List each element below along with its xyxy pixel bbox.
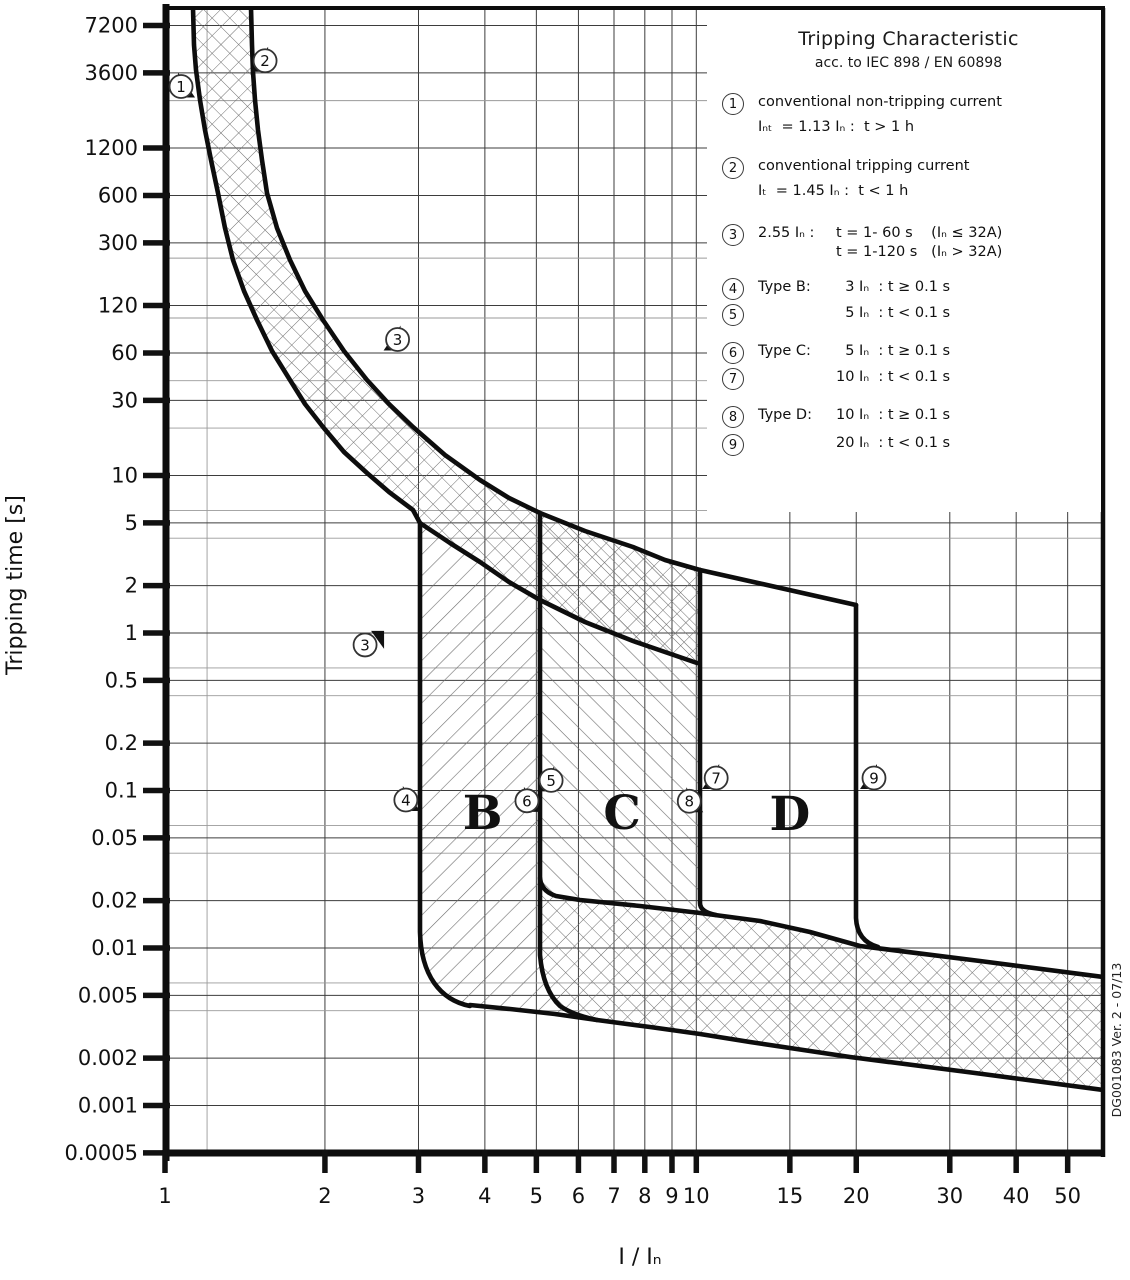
legend-item-text: conventional non-tripping current Iₙₜ = 1.13 Iₙ : t > 1 h bbox=[758, 94, 1002, 136]
legend-item-text: 5 Iₙ : t < 0.1 s bbox=[836, 304, 951, 321]
marker-number: 4 bbox=[401, 791, 411, 810]
legend-panel bbox=[708, 10, 1101, 512]
legend-number-badge: 8 bbox=[722, 406, 744, 428]
y-tick-label-0.05: 0.05 bbox=[91, 825, 138, 850]
legend-item-1-0 bbox=[722, 93, 1095, 137]
legend-number-badge: 2 bbox=[722, 157, 744, 179]
region-label-B: B bbox=[462, 785, 503, 841]
x-tick-label-8: 8 bbox=[638, 1184, 652, 1208]
marker-number: 2 bbox=[260, 52, 270, 71]
legend-item-text: Type B: 3 Iₙ : t ≥ 0.1 s bbox=[758, 278, 951, 295]
x-tick-label-15: 15 bbox=[776, 1184, 804, 1208]
x-tick-label-2: 2 bbox=[318, 1184, 332, 1208]
y-tick-label-0.2: 0.2 bbox=[104, 731, 138, 756]
x-tick-label-10: 10 bbox=[682, 1184, 710, 1208]
legend-items bbox=[722, 93, 1095, 456]
legend-number-badge: 7 bbox=[722, 368, 744, 390]
x-tick-label-30: 30 bbox=[936, 1184, 964, 1208]
legend-item-text: conventional tripping current Iₜ = 1.45 Iₙ : t < 1 h bbox=[758, 158, 970, 200]
y-tick-label-600: 600 bbox=[97, 183, 138, 208]
legend-item-8-7 bbox=[722, 406, 1095, 428]
marker-number: 9 bbox=[869, 769, 879, 788]
marker-number: 8 bbox=[684, 792, 695, 811]
y-tick-label-0.1: 0.1 bbox=[104, 778, 138, 803]
legend-item-9-8 bbox=[722, 434, 1095, 456]
marker-number: 5 bbox=[546, 771, 556, 790]
legend-item-5-4 bbox=[722, 304, 1095, 326]
marker-number: 7 bbox=[711, 769, 721, 788]
x-tick-label-1: 1 bbox=[158, 1184, 172, 1208]
y-tick-label-10: 10 bbox=[111, 463, 138, 488]
legend-item-4-3 bbox=[722, 278, 1095, 300]
y-tick-label-120: 120 bbox=[97, 293, 138, 318]
y-tick-label-7200: 7200 bbox=[84, 13, 138, 38]
legend-item-text: 2.55 Iₙ : t = 1- 60 s (Iₙ ≤ 32A) t = 1-120 s (Iₙ > 32A) bbox=[758, 224, 1003, 260]
y-tick-label-3600: 3600 bbox=[84, 60, 138, 85]
x-axis-title: I / Iₙ bbox=[618, 1245, 662, 1270]
legend-number-badge: 4 bbox=[722, 278, 744, 300]
y-tick-label-0.002: 0.002 bbox=[77, 1046, 138, 1071]
region-label-C: C bbox=[603, 785, 641, 841]
chart-title: Tripping Characteristic bbox=[798, 28, 1019, 50]
chart-subtitle: acc. to IEC 898 / EN 60898 bbox=[814, 55, 1003, 71]
y-tick-label-0.5: 0.5 bbox=[104, 668, 138, 693]
legend-number-badge: 6 bbox=[722, 342, 744, 364]
legend-item-text: 20 Iₙ : t < 0.1 s bbox=[836, 434, 951, 451]
y-tick-label-0.02: 0.02 bbox=[91, 888, 138, 913]
y-tick-label-1: 1 bbox=[124, 621, 138, 645]
y-tick-label-2: 2 bbox=[124, 573, 138, 598]
legend-item-text: Type D: 10 Iₙ : t ≥ 0.1 s bbox=[758, 406, 951, 423]
x-tick-label-4: 4 bbox=[478, 1184, 492, 1208]
region-type-c bbox=[540, 513, 700, 913]
legend-item-text: Type C: 5 Iₙ : t ≥ 0.1 s bbox=[758, 342, 951, 359]
x-tick-label-3: 3 bbox=[411, 1184, 426, 1208]
y-axis-title: Tripping time [s] bbox=[3, 495, 28, 675]
legend-number-badge: 9 bbox=[722, 434, 744, 456]
x-tick-label-20: 20 bbox=[842, 1184, 870, 1208]
legend-item-text: 10 Iₙ : t < 0.1 s bbox=[836, 368, 951, 385]
y-tick-label-60: 60 bbox=[111, 340, 138, 365]
legend-number-badge: 5 bbox=[722, 304, 744, 326]
legend-number-badge: 3 bbox=[722, 224, 744, 246]
legend-item-7-6 bbox=[722, 368, 1095, 390]
x-tick-label-40: 40 bbox=[1002, 1184, 1030, 1208]
region-label-D: D bbox=[769, 786, 811, 842]
x-tick-label-5: 5 bbox=[529, 1184, 544, 1208]
legend-item-6-5 bbox=[722, 342, 1095, 364]
marker-number: 3 bbox=[360, 636, 370, 655]
marker-number: 3 bbox=[392, 331, 403, 350]
legend-number-badge: 1 bbox=[722, 93, 744, 115]
x-tick-label-9: 9 bbox=[665, 1184, 679, 1208]
y-tick-label-30: 30 bbox=[111, 388, 138, 413]
y-tick-label-1200: 1200 bbox=[84, 136, 138, 161]
x-tick-label-50: 50 bbox=[1054, 1184, 1082, 1208]
x-tick-label-6: 6 bbox=[571, 1184, 586, 1208]
legend-item-2-1 bbox=[722, 157, 1095, 201]
y-tick-label-0.01: 0.01 bbox=[91, 936, 138, 960]
marker-number: 1 bbox=[176, 78, 186, 97]
y-tick-label-0.001: 0.001 bbox=[77, 1093, 138, 1118]
y-tick-label-0.0005: 0.0005 bbox=[64, 1140, 138, 1165]
marker-number: 6 bbox=[522, 792, 532, 811]
legend-item-3-2 bbox=[722, 224, 1095, 262]
y-tick-label-5: 5 bbox=[124, 510, 138, 535]
x-tick-label-7: 7 bbox=[607, 1184, 621, 1208]
y-tick-label-0.005: 0.005 bbox=[77, 983, 138, 1008]
y-tick-label-300: 300 bbox=[97, 230, 138, 255]
document-id-watermark: DG001083 Ver. 2 - 07/13 bbox=[1109, 962, 1124, 1118]
